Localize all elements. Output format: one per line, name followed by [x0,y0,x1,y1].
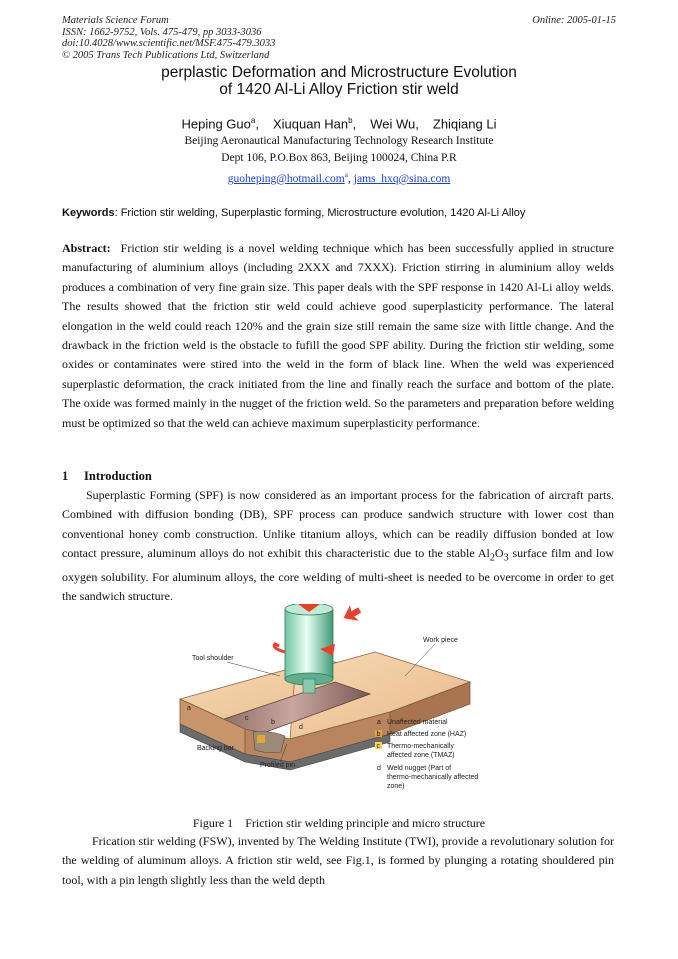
zone-label-a: a [187,705,191,712]
legend-text: thermo-mechanically affected [387,774,479,781]
affiliation-line-2: Dept 106, P.O.Box 863, Beijing 100024, China P.R [221,152,457,164]
legend-key: d [377,765,381,772]
issn-line: ISSN: 1662-9752, Vols. 475-479, pp 3033-3036 [62,26,262,38]
haz-zone-marker [257,735,265,743]
author-superscript: a [250,116,256,125]
affiliation-line-1: Beijing Aeronautical Manufacturing Technology Research Institute [184,135,494,147]
introduction-paragraph [62,486,614,607]
label-backing-bar: Backing bar [197,745,234,752]
title-line-1: perplastic Deformation and Microstructure Evolution [161,64,517,81]
email-superscript: a [344,170,349,179]
paragraph-text: surface film and low oxygen solubility. For aluminum alloys, the core welding of multi-sheet is needed to be overcome in order to get the sandwich structure. [62,546,615,604]
figure-caption [0,816,678,831]
section-heading-introduction [62,469,152,484]
travel-arrow-icon [340,604,365,627]
formula-subscript: 2 [489,552,495,564]
author-name: Zhiqiang Li [432,116,497,132]
zone-label-c: c [245,715,249,722]
copyright-line: © 2005 Trans Tech Publications Ltd, Switzerland [62,49,270,61]
legend-text: Thermo-mechanically [387,743,454,750]
label-work-piece: Work piece [423,637,458,644]
section-number: 1 [62,469,69,483]
abstract-text: Friction stir welding is a novel welding technique which has been successfully applied in structure manufacturing of aluminium alloys (including 2XXX and 7XXX). Friction stirring in aluminium alloy welds produces a combination of very fine grain size. This paper deals with the SPF response in 1420 Al-Li alloy welds. The results showed that the friction stir weld could achieve good superplasticity performance. The lateral elongation in the weld could reach 120% and the grain size still remain the same size with little change. And the drawback in the friction weld is the obstacle to fufill the good SPF ability. During the friction stir welding, some oxides or contaminates were stired into the weld in the form of black line. When the weld was experienced superplastic deformation, the crack initiated from the line and finally reach the surface and bottom of the plate. The oxide was formed mainly in the nugget of the friction weld. So the parameters and preparation before welding must be optimized so that the weld can achieve maximum superplasticity performance. [62,241,614,430]
formula-subscript: 3 [503,552,509,564]
zone-label-b: b [271,719,275,726]
legend-key: c [376,743,380,750]
author-name: Wei Wu [370,116,416,132]
label-profiled-pin: Profiled pin [260,762,296,769]
legend-key: a [377,719,381,726]
fsw-paragraph: Frication stir welding (FSW), invented by The Welding Institute (TWI), provide a revolutionary solution for the welding of aluminum alloys. A friction stir weld, see Fig.1, is formed by plunging a rotating shouldered pin tool, with a pin length slightly less than the weld depth [62,834,614,887]
journal-name: Materials Science Forum [62,15,169,26]
rotation-arrow-icon [274,644,285,652]
tool-body [285,609,333,679]
fsw-illustration [175,604,505,809]
journal-header [62,15,275,61]
keywords-label: Keywords [62,207,115,219]
legend-text: Unaffected material [387,719,448,726]
author-name: Heping Guo [181,116,251,132]
paper-title [0,64,678,98]
legend-text: zone) [387,783,405,790]
doi-line: doi:10.4028/www.scientific.net/MSF.475-479.3033 [62,38,276,49]
abstract [62,239,614,433]
title-line-2: of 1420 Al-Li Alloy Friction stir weld [219,81,459,98]
legend-text: Heat affected zone (HAZ) [387,731,467,738]
formula-part: Al [477,546,490,561]
section-title: Introduction [84,469,152,483]
author-superscript: b [348,116,353,125]
label-tool-shoulder: Tool shoulder [192,655,234,662]
legend-text: Weld nugget (Part of [387,765,452,772]
legend-text: affected zone (TMAZ) [387,752,455,759]
abstract-label: Abstract: [62,241,111,255]
zone-label-d: d [299,724,303,731]
figure-1-fsw-diagram [175,604,505,809]
paragraph-text: Superplastic Forming (SPF) is now considered as an important process for the fabrication of aircraft parts. Combined with diffusion bonding (DB), SPF process can produce sandwich structure with lower cost than conventional honey comb construction. Unlike titanium alloys, which can be readily diffusion bonded at low contact pressure, aluminum alloys do not exhibit this characteristic due to the stable [62,488,614,561]
online-date: Online: 2005-01-15 [532,15,616,26]
email-link-b[interactable]: jams_hxq@sina.com [353,172,451,185]
email-line: guoheping@hotmail.com$^a$, jams_hxq@sina.com [227,170,451,185]
author-name: Xiuquan Han [272,116,349,132]
email-link-a[interactable]: guoheping@hotmail.com [227,172,345,185]
keywords-text: : Friction stir welding, Superplastic forming, Microstructure evolution, 1420 Al-Li Alloy [114,207,526,219]
author-list: Heping Guo$^a$, Xiuquan Han$^b$, Wei Wu, Zhiqiang Li [181,116,497,132]
tool-pin [303,679,315,693]
formula-part: O [494,546,504,561]
caption-label: Figure 1 [192,816,234,830]
caption-text: Friction stir welding principle and micro structure [245,816,486,830]
keywords [62,207,622,219]
legend-key: b [376,731,381,738]
